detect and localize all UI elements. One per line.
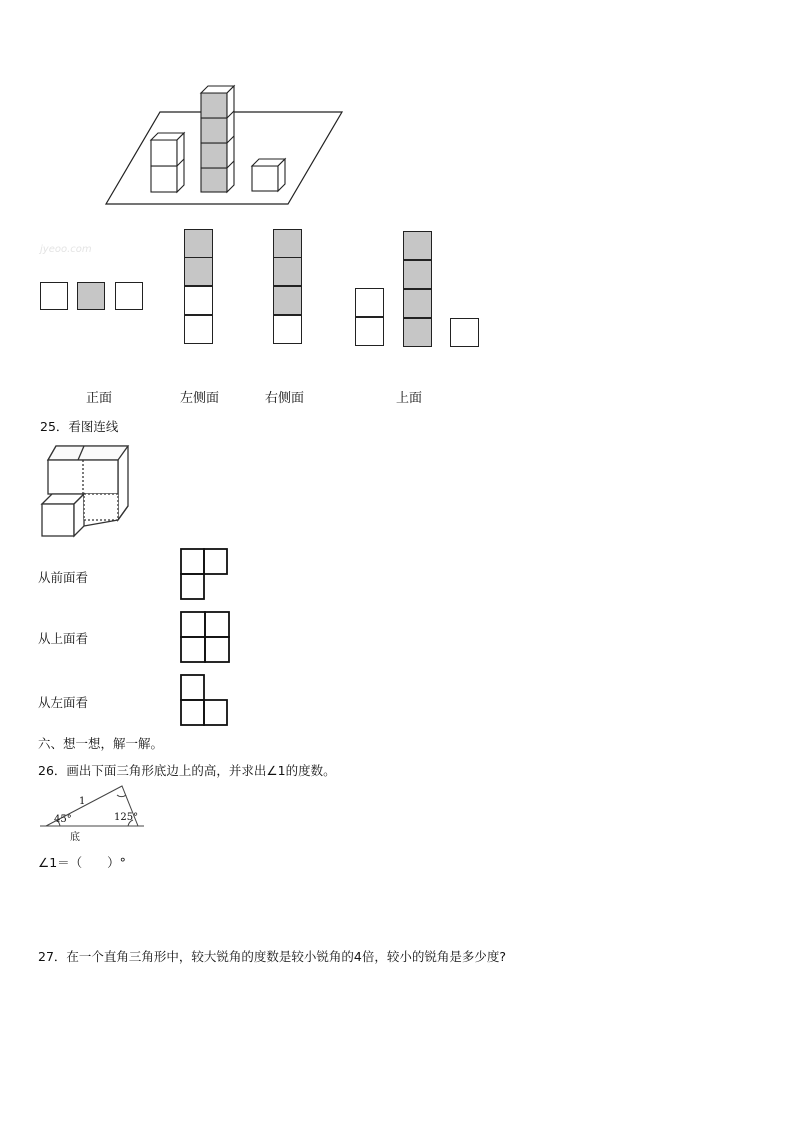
q26-title: 26．画出下面三角形底边上的高，并求出∠1的度数。 — [38, 763, 336, 778]
cube-square-shaded — [184, 229, 213, 258]
cube-stack-figure — [0, 0, 400, 215]
cube-square — [355, 317, 384, 346]
label-left-side: 左侧面 — [180, 391, 220, 406]
watermark: jyeoo.com — [40, 244, 92, 255]
q26-angle-right-label: 125° — [114, 812, 139, 823]
cube-square-shaded — [273, 257, 302, 286]
cube-square-shaded — [403, 318, 432, 347]
cube-square — [184, 315, 213, 344]
cube-square — [450, 318, 479, 347]
cube-square — [115, 282, 143, 310]
cube-square — [273, 315, 302, 344]
cube-square — [184, 286, 213, 315]
cube-square-shaded — [403, 231, 432, 260]
cube-square-shaded — [403, 260, 432, 289]
label-front: 正面 — [86, 391, 113, 406]
q26-angle-1-label: 1 — [79, 796, 86, 807]
section-6-heading: 六、想一想，解一解。 — [38, 736, 164, 751]
q25-shape-top-row-two-bottom-left — [180, 548, 230, 602]
q25-view-top: 从上面看 — [38, 631, 89, 646]
q25-3d-figure — [38, 444, 130, 540]
cube-square — [355, 288, 384, 317]
q26-angle-left-label: 45° — [54, 814, 72, 825]
cube-square-shaded — [403, 289, 432, 318]
q25-view-left: 从左面看 — [38, 695, 89, 710]
q27-title: 27．在一个直角三角形中，较大锐角的度数是较小锐角的4倍，较小的锐角是多少度? — [38, 949, 506, 964]
q26-base-label: 底 — [70, 832, 80, 843]
cube-square-shaded — [77, 282, 105, 310]
cube-square — [40, 282, 68, 310]
q25-shape-one-top-two-bottom — [180, 674, 230, 728]
q26-answer-blank: ∠1＝（ ）° — [38, 855, 126, 870]
label-top: 上面 — [396, 391, 423, 406]
q25-title: 25．看图连线 — [40, 419, 119, 434]
q25-view-front: 从前面看 — [38, 570, 89, 585]
cube-square-shaded — [273, 229, 302, 258]
q25-shape-two-by-two — [180, 611, 232, 665]
cube-square-shaded — [184, 257, 213, 286]
cube-square-shaded — [273, 286, 302, 315]
label-right-side: 右侧面 — [265, 391, 305, 406]
